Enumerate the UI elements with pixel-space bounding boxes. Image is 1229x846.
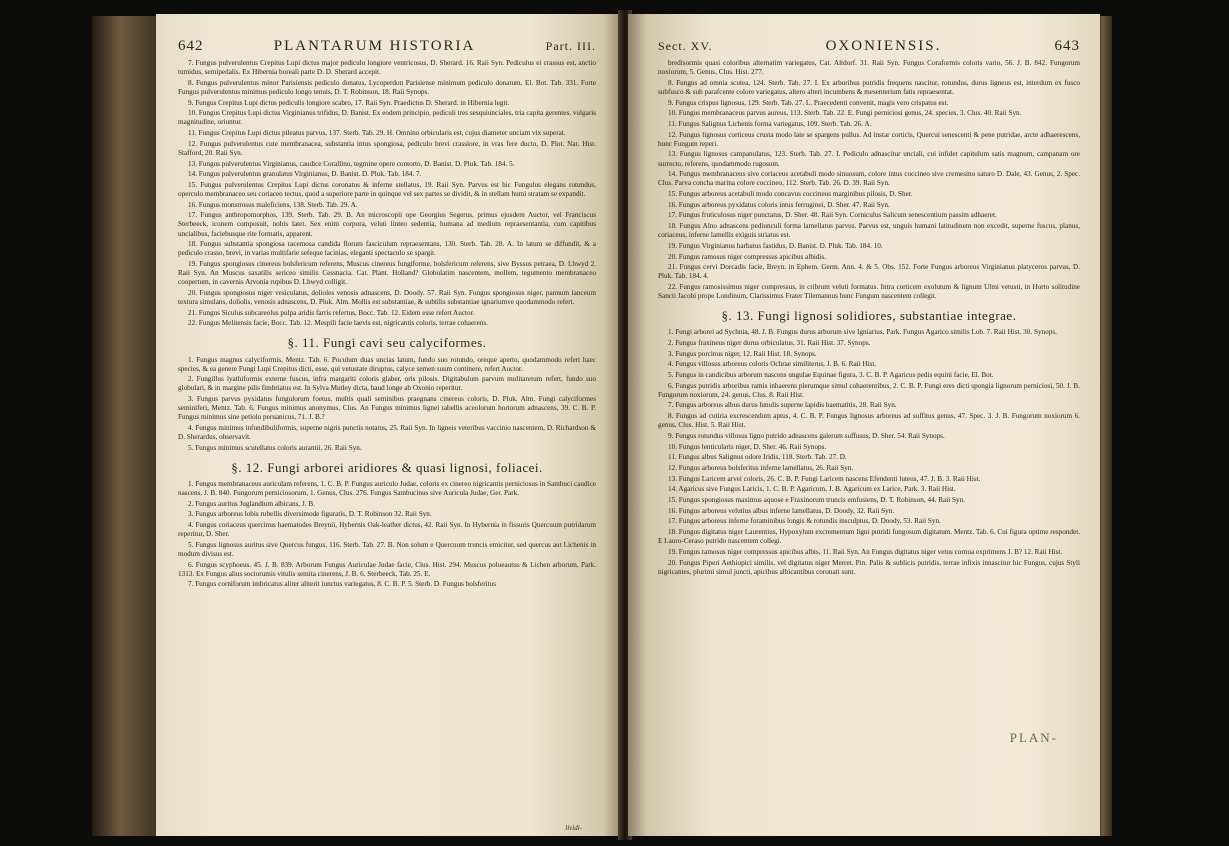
entry-paragraph: 2. Fungillus lyathiformis externe fuscus, infra margariti coloris glaber, oris pilosis. Digitabulum parvum mulitaretum refert, fundo suo globulari, & in margine pilis fimbriatus est. In Sylva Mutley dicta, haud longe ab Oxonio reperitur. <box>178 375 596 393</box>
right-running-title: OXONIENSIS. <box>825 38 942 54</box>
entry-paragraph: 20. Fungus spongiosus niger vesiculatus, dolioles venosis adnascens, D. Doody. 57. Raii Syn. Fungus spongiosus niger, pannum lanceum textura simulans, doliolis, venosis adnascens, D. Pluk. Alm. Mollis est substantiae, & subtilis substantiae ignariumve quodammodo refert. <box>178 288 596 306</box>
left-page <box>156 14 622 836</box>
entry-paragraph: 9. Fungus crispus lignosus, 129. Sterb. Tab. 27. L. Praecedenti convenit, magis vero crispatus est. <box>668 98 949 107</box>
entry-paragraph: 1. Fungus magnus calyciformis, Mentz. Tab. 6. Poculum duas uncias latum, fundo suo rotundo, oreque aperto, quodammodo refert haec species, & ea genere Fungi Lupi Crepitus dicti, esse, qui vetustate diruptus, calyce semen suum continere, refert Auctor. <box>178 355 596 373</box>
entry-paragraph: 10. Fungus Crepitus Lupi dictus Virginianus trifidus, D. Banist. Ex eodem principio, pediculi tres sesquiunciales, tria capita gerentes, vulgaris magnitudine, oriuntur. <box>178 109 596 127</box>
right-entries-a <box>658 59 1080 301</box>
entry-paragraph: 21. Fungus Siculus subcareolus pulpa aridis farris refertus, Bocc. Tab. 12. Eidem esse refert Auctor. <box>188 308 475 317</box>
right-entries-b <box>658 328 1080 577</box>
right-running-head <box>658 38 1080 55</box>
entry-paragraph: 15. Fungus pulverulentus Crepitus Lupi dictus coronatus & inferne stellatus, 19. Raii Syn. Parvus est hic Fungulus elegans rotundus, operculo membranaceo seu coriaceo tectus, quod a superiore parte in quinque vel sex partes se dividit, & in stellam humi stratam se expandit. <box>178 180 596 198</box>
entry-paragraph: 10. Fungus lenticularis niger, D. Sher. 46. Raii Synops. <box>668 442 827 451</box>
entry-paragraph: 4. Fungus coriaceus quercinus haematodes Breynii, Hybernis Oak-leather dictus, 42. Raii Syn. In Hybernia in fissuris Quercuum putridarum reperitur, D. Sher. <box>178 521 596 539</box>
entry-paragraph: 14. Fungus pulverulentus granulatus Virginianus, D. Banist. D. Pluk. Tab. 184. 7. <box>188 170 422 179</box>
left-catchword: lividi- <box>565 824 582 832</box>
right-page-number: 643 <box>1054 38 1080 54</box>
entry-paragraph: 7. Fungus corniforum imbricatus aliter aliterit iunctus variegatus, 8. C. B. P. 5. Sterb. D. Fungus bolsferitus <box>188 580 497 589</box>
right-section-label: Sect. XV. <box>658 39 713 53</box>
entry-paragraph: 15. Fungus spongiosus maximus aquose e Fraxinorum truncis emfusiens, D. T. Robinson, 44. Raii Syn. <box>668 496 966 505</box>
entry-paragraph: 7. Fungus pulverulentus Crepitus Lupi dictus major pediculo longiore ventricosus, D. Sherard. 16. Raii Syn. Pediculus ei crassus est, anctio tumidus, semipedalis. Ex Hibernia boreali parte D. D. Sherard accepit. <box>178 59 596 77</box>
left-running-head <box>178 38 596 55</box>
entry-paragraph: 13. Fungus lignosus campanulatus, 123. Sterb. Tab. 27. I. Pediculo adnascitur unciali, cui infidet capitulum satis magnum, campanam ore surrecto, referens, quodammodo rugosum. <box>658 150 1080 168</box>
entry-paragraph: 17. Fungus arboreus inferne foraminibus longis & rotundis insculptus, D. Doody, 53. Raii Syn. <box>668 517 941 526</box>
left-page-number: 642 <box>178 38 204 54</box>
section-heading-11: §. 11. Fungi cavi seu calyciformes. <box>287 335 487 351</box>
entry-paragraph: 13. Fungus Laricem arvei coloris, 26. C. B. P. Fungi Laricem nascens Efendenti luteus, 47. J. B. 3. Raii Hist. <box>668 474 981 483</box>
entry-paragraph: 11. Fungus Salignus Lichenis forma variegatus, 109. Sterb. Tab. 26. A. <box>668 119 872 128</box>
entry-paragraph: 21. Fungus cervi Dorcadis facie, Breyn. in Ephem. Germ. Ann. 4. & 5. Obs. 152. Forte Fungus arboreus Virginianus platyceros parvus, D. Pluk. Tab. 184. 4. <box>658 263 1080 281</box>
entry-paragraph: 16. Fungus arboreus pyxidatus coloris intus ferruginei, D. Sher. 47. Raii Syn. <box>668 200 890 209</box>
entry-paragraph: 7. Fungus arboreus albus durus lunulis superne lapidis haematitis, 28. Raii Syn. <box>668 401 897 410</box>
right-page <box>628 14 1100 836</box>
entry-paragraph: 16. Fungus arboreus velutius albus inferne lamellatus, D. Doody, 32. Raii Syn. <box>668 506 895 515</box>
entry-paragraph: 15. Fungus arboreus acetabuli modo concavus coccineus marginibus pilosis, D. Sher. <box>668 189 913 198</box>
left-entries-c <box>178 480 596 590</box>
entry-paragraph: 8. Fungus pulverulentus minor Parisiensis pediculo donatus, Lycoperdon Parisiense minimum pediculo donatum, El. Bot. Tab. 331. Forte Fungus pulverulentus minimus pediculo longo tenuis, D. T. Robinson, 18. Raii Synops. <box>178 78 596 96</box>
entry-paragraph: 2. Fungus fraxineus niger durus orbiculatus, 31. Raii Hist. 37. Synops. <box>668 338 871 347</box>
entry-paragraph: 12. Fungus arboreus bolsferitus inferne lamellatus, 26. Raii Syn. <box>668 464 854 472</box>
entry-paragraph: 12. Fungus lignosus corticeus crusta modo late se spargens pullus. Ad instar corticis, Quercui senescenti & pene putridae, arcte adhaerescens, hunc Fungum reperi. <box>658 130 1080 148</box>
entry-paragraph: 14. Fungus membranaceus sive coriaceus acetabuli modo sinuosum, colore intus coccineo sive cremesino saturo D. Dale, 43. Genus, 2. Spec. Clus. Parva concha marina colore coccineo, 112. Sterb. Tab. 26. D. 39. Raii Syn. <box>658 170 1080 188</box>
entry-paragraph: 5. Fungus minimus scutellatus coloris aurantii, 26. Raii Syn. <box>188 443 362 452</box>
entry-paragraph: 9. Fungus rotundus villosus ligno putrido adnascens galerum suffusus, D. Sher. 54. Raii Synops. <box>668 431 945 440</box>
left-entries-b <box>178 356 596 453</box>
entry-paragraph: 18. Fungus substantia spongiosa racemosa candida florum fasciculum repraesentans, 130. Sterb. Tab. 28. A. In latum se diffundit, & a pediculo crasso, brevi, in varias multifarie sefeque lacinias, eleganti spectaculo se spargit. <box>178 240 596 258</box>
entry-paragraph: 6. Fungus scyphoeus. 45. J. B. 839. Arborum Fungus Auriculae Judae facie, Clus. Hist. 294. Muscus polueautus & Lichen arborum, Park. 1313. Ex Fungus alius sociorumis vitulis semita cinerens, J. B. 6. Sterbeeck, Tab. 25. E. <box>178 560 596 578</box>
entry-paragraph: 1. Fungus membranaceus auriculam referens, 1. C. B. P. Fungus auriculo Judae, coloris ex cinereo nigricantis perniciosus in Sambuci caudice nascens, J. B. 840. Fungorum perniciosorum, 1. Genus, Clus. 276. Fungus Sambucinus sive Auricula Judae, Ger. Park. <box>178 479 596 498</box>
left-part-label: Part. III. <box>545 39 596 53</box>
entry-paragraph: 10. Fungus membranaceus parvus aureus, 113. Sterb. Tab. 22. E. Fungi perniciosi genus, 24. species, 3. Clus. 40. Raii Syn. <box>668 109 1022 118</box>
entry-paragraph: 16. Fungus monstrosus maleficiens, 138. Sterb. Tab. 29. A. <box>188 200 358 209</box>
entry-paragraph: 11. Fungus Crepitus Lupi dictus pileatus parvus, 137. Sterb. Tab. 29. H. Omnino orbicularis est, cujus diameter unciam vix superat. <box>188 129 566 138</box>
entry-paragraph: 2. Fungus auritus Juglandium albicans, J. B. <box>188 499 315 508</box>
entry-paragraph: 8. Fungus ad cutiria excrescendum aptus, 4. C. B. P. Fungus lignosus arboreus ad suffitus genus, 47. Spec. 3. J. B. Fungorum noxiorum 6. genus, Clus. Hist. 5. Raii Hist. <box>658 412 1080 430</box>
left-running-title: PLANTARUM HISTORIA <box>273 38 476 54</box>
entry-paragraph: 20. Fungus ramosus niger compressus apicibus albidis. <box>668 252 827 261</box>
left-page-edges <box>92 16 162 836</box>
entry-paragraph: 3. Fungus parvus pyxidatus fungulorum foetus, multis quali seminibus praegnans cinereus coloris, D. Pluk. Alm. Fungi calyciformes seminiferi, Mentz. Tab. 6. Fungus minimus anonymus, Clus. An Fungus minimus lignei tabellis aceolorum hortorum adnascens, 39. C. B. P. Fungus minimus sine petiolo peruanicus, 71. J. B.? <box>178 395 596 422</box>
entry-paragraph: 19. Fungus ramosus niger compressus apicibus albis, 11. Raii Syn. An Fungus digitatus niger vetus cornua exprimens J. B? 12. Raii Hist. <box>668 547 1063 556</box>
entry-paragraph: 17. Fungus fruticulosus niger punctatus, D. Sher. 48. Raii Syn. Corniculus Salicum senescentium passim adhaeret. <box>668 211 997 220</box>
entry-paragraph: 20. Fungus Piperi Aethiopici similis, vel digitatus niger Merret. Pin. Palis & sublicis putridis, terrae infixis innascitur hic Fungus, cujus Styli nigricantes, plurimi simul juncti, apicibus albicantibus coronati sunt. <box>658 558 1080 576</box>
entry-paragraph: 3. Fungus arboreus lobis rubellis diversimode figuratis, D. T. Robinson 32. Raii Syn. <box>188 510 432 519</box>
entry-paragraph: 9. Fungus Crepitus Lupi dictus pediculis longiore scabro, 17. Raii Syn. Praedictus D. Sherard. in Hibernia legit. <box>188 98 510 107</box>
entry-paragraph: 19. Fungus Virginianus barbatus fastidus, D. Banist. D. Pluk. Tab. 184. 10. <box>668 241 883 250</box>
left-entries-a <box>178 59 596 328</box>
section-heading-13: §. 13. Fungi lignosi solidiores, substantiae integrae. <box>721 308 1017 324</box>
entry-paragraph: 22. Fungus ramosissimus niger compressus, in cribrum veluti formatus. Intra corticem exolutum & lignum Ulmi vetusti, in Horto solitudine Sancti Jacobi prope Londinum, Clarissimus Frater Tilemannus hunc Fungum nascentem collegit. <box>658 282 1080 301</box>
entry-paragraph: bredisormis quasi coloribus alternatim variegatus, Cat. Altdorf. 31. Raii Syn. Fungus Coraformis coloris vario, 56. J. B. 842. Fungorum noxiorum, 5. Genus, Clus. Hist. 277. <box>658 59 1080 77</box>
entry-paragraph: 14. Agaricus sive Fungus Laricis, 1. C. B. P. Agaricum, J. B. Agaricum ex Larice, Park. 3. Raii Hist. <box>668 485 956 494</box>
entry-paragraph: 18. Fungus digitatus niger Laurentius, Hypoxylum excrementum ligni putridi fungosum digitatum. Mentz. Tab. 6. Cui figura optime respondet. E Lauro-Ceraso putrido nascentem collegi. <box>658 528 1080 546</box>
right-catchword: PLAN- <box>1009 730 1058 745</box>
entry-paragraph: 12. Fungus pulverulentus cute membranacea, substantia intus spongiosa, pediculo brevi crassiore, in vras fere ducto, D. Plot. Nat. Hist. Stafford, 20. Raii Syn. <box>178 139 596 157</box>
entry-paragraph: 17. Fungus anthropomorphos, 139. Sterb. Tab. 29. B. An microscopii ope Georgius Segerus, primus ejusdem Auctor, vel Franciscus Sterbeeck, iconem composuit, nobis latet. Sex enim corpora, veluti linteo sedentia, humana ad medium repraesentantia, cum capitibus uncialibus, faciebusque rite formatis, apparent. <box>178 211 596 238</box>
section-heading-12: §. 12. Fungi arborei aridiores & quasi lignosi, foliacei. <box>231 459 543 475</box>
entry-paragraph: 22. Fungus Melitensis facie, Bocc. Tab. 12. Mespili facie laevis est, nigricantis coloris, terrae cohaerens. <box>188 319 488 328</box>
entry-paragraph: 5. Fungus in candicibus arborum nascens ungulae Equinae figura, 3. C. B. P. Agaricus pedis equini facie, El. Bot. <box>668 371 994 379</box>
entry-paragraph: 1. Fungi arborei ad Sychnia, 48. J. B. Fungus durus arborum sive Igniarius, Park. Fungus Agarico similis Lob. 7. Raii Hist. 30. Synops. <box>668 328 1057 337</box>
entry-paragraph: 6. Fungus putridis arboribus ramis inhaerens plerumque simul cohaerentibus, 2. C. B. P. Fungi eres dicti spongia lignorum perniciosi, 50. J. B. Fungorum noxiorum, 24. genus, Clus. 8. Raii Hist. <box>658 381 1080 399</box>
entry-paragraph: 18. Fungus Alno adnascens pediunculi forma lamellatus parvus. Parvus est, unguis humani latitudinem non excedit, superne fuscus, planus, coriaceus, inferne lamellis exiguis striatus est. <box>658 222 1080 240</box>
entry-paragraph: 3. Fungus porcinus niger, 12. Raii Hist. 18. Synops. <box>668 349 817 358</box>
entry-paragraph: 5. Fungus lignosus auritus sive Quercus fungus, 116. Sterb. Tab. 27. B. Non solum e Quercuum truncis emicitur, sed quercus aut Lichenis in modum divisus est. <box>178 540 596 558</box>
entry-paragraph: 4. Fungus minimus infundibuliformis, superne nigris punctis notatus, 25. Raii Syn. In ligneis veteribus vaccinio nascentem, D. Richardson & D. Sherardus, observavit. <box>178 423 596 442</box>
right-text-block <box>658 59 1080 577</box>
entry-paragraph: 8. Fungus ad omnia scutea, 124. Sterb. Tab. 27. I. Ex arboribus putridis frequens nascitur, rotundus, durus ligneus est, interdum ex fusco subfusco & sub parafcente colore variegatus, altero alteri incumbens & mesenterium fatis repraesentat. <box>658 78 1080 96</box>
left-text-block <box>178 59 596 590</box>
entry-paragraph: 11. Fungus albus Salignus odore Iridis, 118. Sterb. Tab. 27. D. <box>668 453 847 462</box>
entry-paragraph: 19. Fungus spongiosus cinereus bolsfericum referens, Muscus cinereus fungiforme, bolsfericum referens, sive Byssus petraea, D. Lhwyd 2. Raii Syn. An Muscus saxatilis sericeo similis Cessnacia. Cat. Plant. Holland? Globulatim nascentem, mollem, tegumento membranaceo coopertum, in cavernis Arvonia rupibus D. Lhwyd colligit. <box>178 260 596 287</box>
entry-paragraph: 4. Fungus villosus arboreus coloris Ochrae similiterus, J. B. 6. Raii Hist. <box>668 360 877 369</box>
entry-paragraph: 13. Fungus pulverulentus Virginianus, caudice Corallino, tegmine opere contorto, D. Banist. D. Pluk. Tab. 184. 5. <box>188 159 515 168</box>
